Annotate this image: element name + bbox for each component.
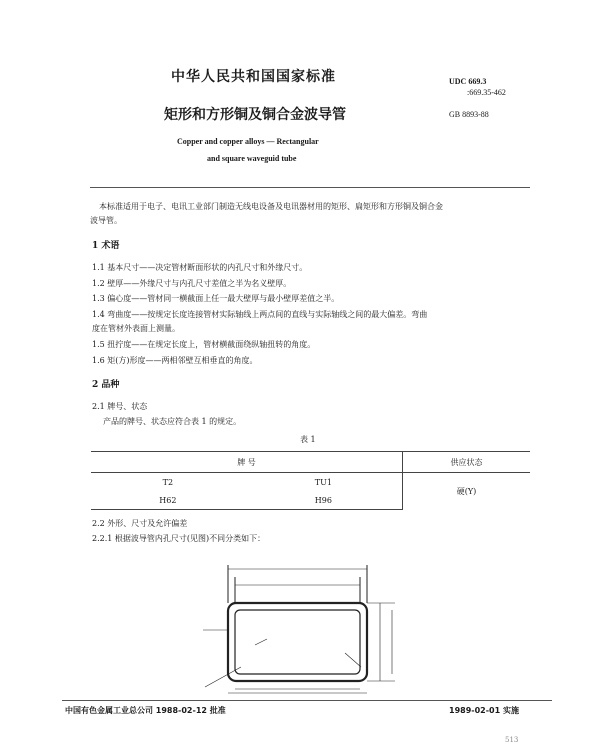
table-cell: H96 [245, 491, 403, 510]
gb-code: GB 8893-88 [449, 110, 489, 119]
term-item: 1.2 壁厚——外缘尺寸与内孔尺寸差值之半为名义壁厚。 [92, 279, 292, 288]
approval-note: 中国有色金属工业总公司 1988-02-12 批准 [65, 706, 226, 715]
term-item: 1.3 偏心度——管材同一横截面上任一最大壁厚与最小壁厚差值之半。 [92, 294, 340, 303]
intro-text: 本标准适用于电子、电讯工业部门制造无线电设备及电讯器材用的矩形、扁矩形和方形铜及铜合金 [99, 202, 443, 211]
footer-divider [62, 700, 552, 701]
grade-state-table [91, 451, 530, 510]
udc-code: UDC 669.3 [449, 77, 487, 86]
term-item: 1.6 矩(方)形度——两相邻壁互相垂直的角度。 [92, 356, 258, 365]
table-cell: H62 [91, 491, 245, 510]
subsection-2-1: 2.1 牌号、状态 [92, 402, 148, 411]
english-title-line1: Copper and copper alloys — Rectangular [177, 137, 319, 146]
table-cell-supply-state: 硬(Y) [403, 473, 531, 510]
effective-date: 1989-02-01 实施 [449, 706, 519, 715]
section-1-heading: 1 术语 [92, 241, 120, 251]
udc-code-cont: :669.35-462 [467, 88, 506, 97]
page-number: 513 [505, 736, 519, 744]
table-row [91, 473, 530, 492]
table-header-state: 供应状态 [403, 452, 531, 473]
term-item: 1.1 基本尺寸——决定管材断面形状的内孔尺寸和外缘尺寸。 [92, 263, 308, 272]
term-item: 1.5 扭拧度——在规定长度上，管材横截面绕纵轴扭转的角度。 [92, 340, 316, 349]
subsection-2-1-text: 产品的牌号、状态应符合表 1 的规定。 [103, 417, 242, 426]
term-item-cont: 度在管材外表面上测量。 [92, 324, 180, 333]
subsection-2-2: 2.2 外形、尺寸及允许偏差 [92, 519, 188, 528]
table-header-grade: 牌 号 [91, 452, 403, 473]
section-2-heading: 2 品种 [92, 380, 120, 390]
term-item: 1.4 弯曲度——按规定长度连接管材实际轴线上两点间的直线与实际轴线之间的最大偏差。弯曲 [92, 310, 428, 319]
document-title: 矩形和方形铜及铜合金波导管 [164, 107, 346, 123]
english-title-line2: and square waveguid tube [207, 154, 297, 163]
table-caption: 表 1 [300, 435, 316, 444]
intro-text-cont: 波导管。 [90, 216, 122, 225]
table-cell: T2 [162, 477, 174, 487]
table-cell: TU1 [314, 477, 332, 487]
header-divider [90, 187, 530, 188]
standard-title: 中华人民共和国国家标准 [171, 69, 336, 85]
subsection-2-2-1: 2.2.1 根据波导管内孔尺寸(见图)不同分类如下： [92, 534, 266, 543]
waveguide-cross-section-figure [195, 555, 425, 695]
